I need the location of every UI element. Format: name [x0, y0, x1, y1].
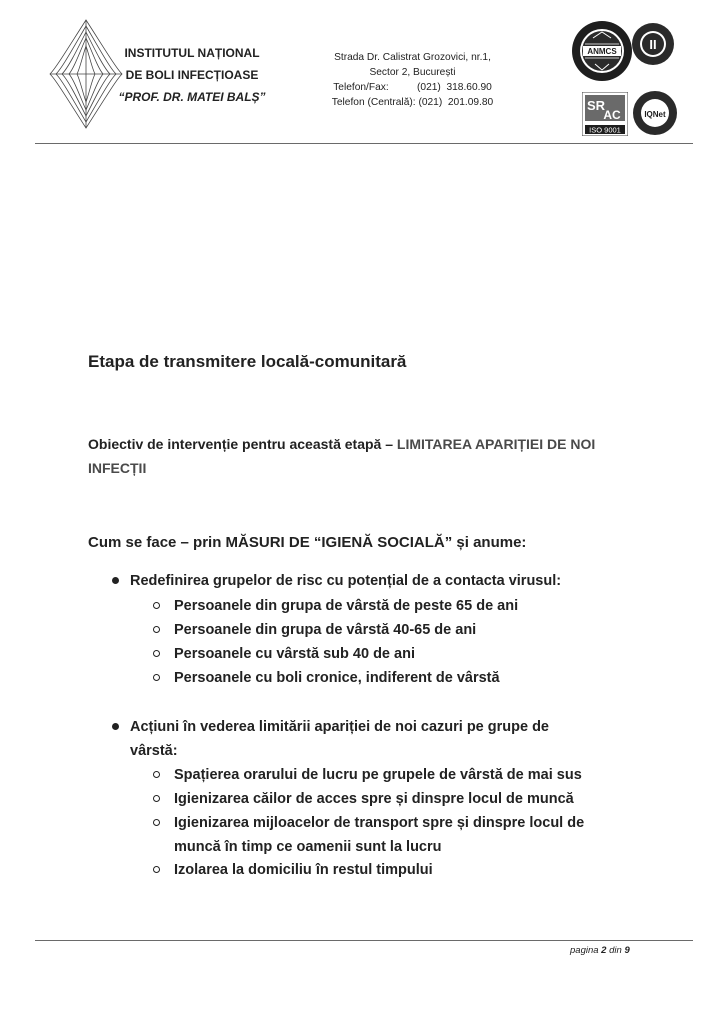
- list-item: Persoanele din grupa de vârstă de peste 65 de ani: [174, 598, 519, 614]
- objective-line2: INFECȚII: [88, 460, 147, 476]
- phone-fax-value: (021) 318.60.90: [417, 82, 492, 93]
- list-item: Persoanele din grupa de vârstă 40-65 de ani: [174, 622, 477, 638]
- how-heading: Cum se face – prin MĂSURI DE “IGIENĂ SOCIALĂ” și anume:: [88, 534, 527, 551]
- section-2-heading-line2: vârstă:: [130, 743, 178, 759]
- section-1-heading: Redefinirea grupelor de risc cu potențial de a contacta virusul:: [130, 573, 562, 589]
- phone-central: [300, 95, 525, 110]
- page-number: [570, 945, 630, 956]
- iqnet-text: IQNet: [644, 110, 666, 119]
- document-title: Etapa de transmitere locală-comunitară: [88, 352, 407, 371]
- iso-text: ISO 9001: [589, 125, 621, 135]
- sub-bullet: [153, 602, 160, 609]
- phone-central-label: Telefon (Centrală):: [331, 97, 416, 108]
- level-text: II: [649, 37, 657, 52]
- section-2-heading-line1: Acțiuni în vederea limitării apariției de noi cazuri pe grupe de: [130, 719, 549, 735]
- objective-paragraph: [88, 432, 658, 480]
- list-item: Igienizarea mijloacelor de transport spre și dinspre locul de: [174, 815, 585, 831]
- page-word: pagina: [570, 945, 599, 956]
- bullet-dot: [112, 723, 119, 730]
- phone-central-value: (021) 201.09.80: [418, 97, 494, 108]
- phone-fax: [300, 80, 525, 95]
- objective-text: LIMITAREA APARIȚIEI DE NOI: [396, 436, 596, 452]
- svg-text:SR: SR: [586, 98, 606, 113]
- address-sector: Sector 2, București: [369, 67, 456, 78]
- sub-bullet: [153, 771, 160, 778]
- sub-bullet: [153, 674, 160, 681]
- header-divider: [35, 143, 693, 144]
- list-item: Persoanele cu boli cronice, indiferent de vârstă: [174, 670, 500, 686]
- iqnet-seal-icon: [632, 90, 678, 136]
- sub-bullet: [153, 650, 160, 657]
- srac-iso-logo-icon: [582, 92, 628, 136]
- sub-bullet: [153, 795, 160, 802]
- sub-bullet: [153, 866, 160, 873]
- footer-divider: [35, 940, 693, 941]
- address-street: Strada Dr. Calistrat Grozovici, nr.1,: [334, 52, 491, 63]
- institute-name-line2: DE BOLI INFECȚIOASE: [125, 68, 259, 82]
- list-item: Igienizarea căilor de acces spre și dinspre locul de muncă: [174, 791, 574, 807]
- objective-line1: [88, 432, 658, 456]
- sub-bullet: [153, 626, 160, 633]
- list-item: Spațierea orarului de lucru pe grupele de vârstă de mai sus: [174, 767, 582, 783]
- objective-dash: –: [381, 436, 397, 452]
- page-of: din: [609, 945, 622, 956]
- institute-name-line3: “PROF. DR. MATEI BALȘ”: [118, 90, 266, 104]
- objective-prefix: Obiectiv de intervenție pentru această etapă: [88, 436, 382, 452]
- svg-text:AC: AC: [603, 108, 621, 122]
- list-item: Izolarea la domiciliu în restul timpului: [174, 862, 433, 878]
- page-total: 9: [624, 945, 630, 956]
- sub-bullet: [153, 819, 160, 826]
- anmcs-seal-icon: [571, 20, 633, 82]
- list-item: Persoanele cu vârstă sub 40 de ani: [174, 646, 415, 662]
- page-current: 2: [601, 945, 607, 956]
- list-item-continuation: muncă în timp ce oamenii sunt la lucru: [174, 839, 442, 855]
- institute-name-line1: INSTITUTUL NAȚIONAL: [124, 46, 260, 60]
- anmcs-text: ANMCS: [587, 47, 617, 56]
- phone-fax-label: Telefon/Fax:: [333, 82, 389, 93]
- accreditation-level-icon: [631, 22, 675, 66]
- institute-address: [300, 50, 525, 110]
- institute-name: [112, 42, 272, 108]
- bullet-dot: [112, 577, 119, 584]
